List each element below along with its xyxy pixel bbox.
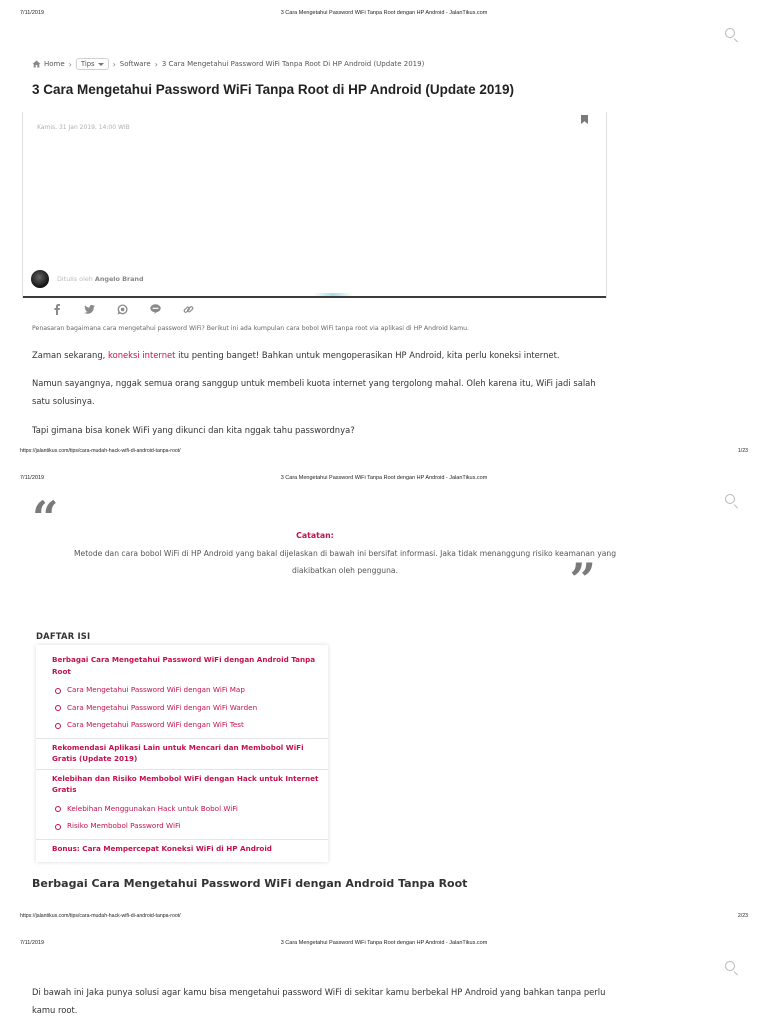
author-name[interactable]: Angelo Brand [94, 275, 144, 283]
breadcrumb-home[interactable]: Home [44, 60, 65, 68]
paragraph-intro: Di bawah ini Jaka punya solusi agar kamu bisa mengetahui password WiFi di sekitar kamu berbekal HP Android yang bahkan tanpa perlu kamu root. [32, 987, 606, 1015]
print-page-2 [0, 465, 768, 930]
print-header [0, 475, 768, 485]
toc-link[interactable]: Rekomendasi Aplikasi Lain untuk Mencari dan Membobol WiFi Gratis (Update 2019) [52, 742, 304, 763]
bookmark-icon[interactable] [581, 109, 588, 118]
table-of-contents [36, 645, 328, 862]
print-page-3 [0, 930, 768, 1024]
paragraph-1-text-end: itu penting banget! Bahkan untuk mengoperasikan HP Android, kita perlu koneksi internet. [175, 350, 560, 360]
chevron-right-icon: › [68, 59, 72, 69]
link-icon[interactable] [172, 302, 205, 316]
toc-sublink[interactable]: Risiko Membobol Password WiFi [52, 817, 320, 835]
whatsapp-icon[interactable] [106, 302, 139, 316]
twitter-icon[interactable] [73, 302, 106, 316]
toc-sublink[interactable]: Cara Mengetahui Password WiFi dengan WiFi Warden [52, 699, 320, 717]
article-caption: Penasaran bagaimana cara mengetahui password WiFi? Berikut ini ada kumpulan cara bobol WiFi tanpa root via aplikasi di HP Android kamu. [32, 325, 470, 332]
search-icon[interactable] [724, 960, 740, 976]
print-url: https://jalantikus.com/tips/cara-mudah-hack-wifi-di-android-tanpa-root/ [20, 448, 181, 454]
toc-sublist [52, 681, 320, 734]
print-header [0, 940, 768, 950]
print-footer [0, 913, 768, 923]
chevron-right-icon: › [154, 59, 158, 69]
toc-sublink[interactable]: Cara Mengetahui Password WiFi dengan WiFi Test [52, 716, 320, 734]
toc-link[interactable]: Berbagai Cara Mengetahui Password WiFi dengan Android Tanpa Root [52, 655, 316, 676]
paragraph-3: Tapi gimana bisa konek WiFi yang dikunci dan kita nggak tahu passwordnya? [32, 425, 355, 435]
hero-image [22, 112, 607, 298]
toc-sublink[interactable]: Cara Mengetahui Password WiFi dengan WiFi Map [52, 681, 320, 699]
quote-open-icon: “ [32, 491, 59, 545]
toc-link[interactable]: Kelebihan dan Risiko Membobol WiFi dengan Hack untuk Internet Gratis [52, 773, 319, 794]
note-text: Metode dan cara bobol WiFi di HP Android yang bakal dijelaskan di bawah ini bersifat informasi. Jaka tidak menanggung risiko keamanan yang diakibatkan oleh pengguna. [73, 549, 617, 575]
paragraph-1-text: Zaman sekarang, [32, 350, 109, 360]
print-date: 7/11/2019 [20, 475, 45, 481]
paragraph-2: Namun sayangnya, nggak semua orang sanggup untuk membeli kuota internet yang tergolong mahal. Oleh karena itu, WiFi jadi salah satu solusinya. [32, 378, 596, 406]
print-date: 7/11/2019 [20, 10, 45, 16]
print-title: 3 Cara Mengetahui Password WiFi Tanpa Root dengan HP Android - JalanTikus.com [280, 10, 488, 16]
link-koneksi-internet[interactable]: koneksi internet [108, 350, 176, 360]
print-header [0, 10, 768, 20]
publish-date: Kamis, 31 Jan 2019, 14:00 WIB [37, 124, 130, 131]
toc-title: DAFTAR ISI [36, 631, 91, 641]
breadcrumb-current: 3 Cara Mengetahui Password WiFi Tanpa Root Di HP Android (Update 2019) [161, 60, 425, 68]
note-label: Catatan: [296, 531, 334, 540]
toc-sublist [52, 800, 320, 835]
toc-sublink[interactable]: Kelebihan Menggunakan Hack untuk Bobol WiFi [52, 800, 320, 818]
page-number: 1/23 [737, 448, 748, 454]
quote-close-icon: ” [569, 553, 596, 607]
breadcrumb-tips-dropdown[interactable] [76, 58, 109, 70]
toc-group [36, 651, 328, 739]
toc-group [36, 739, 328, 770]
section-heading: Berbagai Cara Mengetahui Password WiFi dengan Android Tanpa Root [32, 877, 468, 890]
print-url: https://jalantikus.com/tips/cara-mudah-hack-wifi-di-android-tanpa-root/ [20, 913, 181, 919]
toc-group [36, 840, 328, 859]
print-page-1 [0, 0, 768, 465]
chevron-down-icon [98, 63, 104, 66]
hero-divider [23, 296, 606, 298]
print-title: 3 Cara Mengetahui Password WiFi Tanpa Root dengan HP Android - JalanTikus.com [280, 940, 488, 946]
author-byline [31, 270, 144, 288]
breadcrumb [32, 58, 424, 70]
search-icon[interactable] [724, 27, 740, 43]
print-footer [0, 448, 768, 458]
paragraph-1 [32, 346, 612, 364]
breadcrumb-tips-label: Tips [80, 60, 95, 68]
print-date: 7/11/2019 [20, 940, 45, 946]
home-icon[interactable] [32, 60, 41, 68]
toc-group [36, 770, 328, 840]
chevron-right-icon: › [112, 59, 116, 69]
search-icon[interactable] [724, 493, 740, 509]
line-icon[interactable] [139, 302, 172, 316]
facebook-icon[interactable] [40, 302, 73, 316]
breadcrumb-software[interactable]: Software [119, 60, 151, 68]
share-bar [40, 302, 205, 316]
page-number: 2/23 [737, 913, 748, 919]
avatar[interactable] [31, 270, 49, 288]
toc-link[interactable]: Bonus: Cara Mempercepat Koneksi WiFi di HP Android [52, 843, 272, 853]
print-title: 3 Cara Mengetahui Password WiFi Tanpa Root dengan HP Android - JalanTikus.com [280, 475, 488, 481]
author-prefix: Ditulis oleh [57, 275, 93, 283]
page-title: 3 Cara Mengetahui Password WiFi Tanpa Root di HP Android (Update 2019) [32, 82, 514, 97]
